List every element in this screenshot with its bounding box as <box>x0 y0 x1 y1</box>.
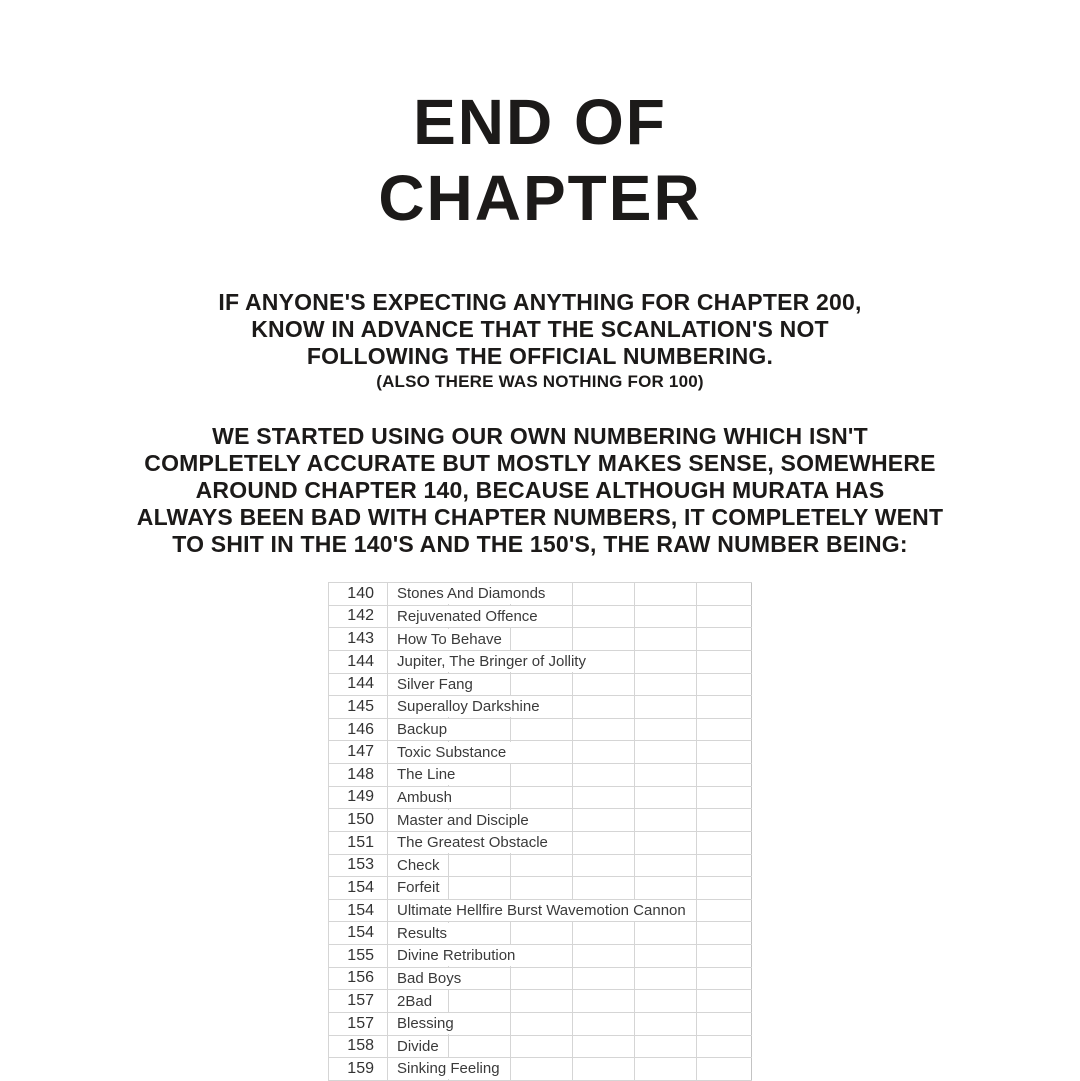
chapter-title-text: Blessing <box>388 1013 460 1034</box>
chapter-table <box>328 582 752 1081</box>
chapter-title-text: Jupiter, The Bringer of Jollity <box>388 651 592 672</box>
chapter-title-text: Silver Fang <box>388 674 479 695</box>
chapter-title-text: Forfeit <box>388 877 446 898</box>
chapter-title-cell <box>387 1058 752 1079</box>
table-row <box>328 1036 752 1059</box>
table-row <box>328 719 752 742</box>
table-row <box>328 651 752 674</box>
chapter-title-text: Results <box>388 923 453 944</box>
page-title-line-2: CHAPTER <box>378 162 702 234</box>
table-row <box>328 606 752 629</box>
intro-note: (ALSO THERE WAS NOTHING FOR 100) <box>376 372 704 391</box>
chapter-title-cell <box>387 810 752 831</box>
text-line: KNOW IN ADVANCE THAT THE SCANLATION'S NOT <box>251 316 829 342</box>
table-row <box>328 741 752 764</box>
chapter-number-cell: 154 <box>347 878 374 896</box>
chapter-title-cell <box>387 877 752 898</box>
chapter-number-cell: 144 <box>347 675 374 693</box>
chapter-number-cell: 149 <box>347 788 374 806</box>
table-row <box>328 1013 752 1036</box>
chapter-title-text: Divide <box>388 1036 445 1057</box>
chapter-title-cell <box>387 991 752 1012</box>
table-row <box>328 583 752 606</box>
chapter-title-cell <box>387 900 752 921</box>
page-title <box>0 84 1080 236</box>
chapter-number-cell: 148 <box>347 765 374 783</box>
chapter-title-cell <box>387 606 752 627</box>
chapter-title-cell <box>387 583 752 604</box>
table-row <box>328 922 752 945</box>
page-title-line-1: END OF <box>413 86 667 158</box>
chapter-title-text: Master and Disciple <box>388 810 535 831</box>
chapter-title-text: Sinking Feeling <box>388 1058 506 1079</box>
chapter-number-cell: 154 <box>347 924 374 942</box>
chapter-title-cell <box>387 1013 752 1034</box>
table-row <box>328 764 752 787</box>
chapter-number-cell: 146 <box>347 720 374 738</box>
chapter-title-cell <box>387 696 752 717</box>
chapter-title-text: Ambush <box>388 787 458 808</box>
chapter-title-cell <box>387 855 752 876</box>
chapter-number-cell: 153 <box>347 856 374 874</box>
chapter-title-cell <box>387 719 752 740</box>
chapter-number-cell: 144 <box>347 652 374 670</box>
chapter-title-cell <box>387 923 752 944</box>
chapter-title-cell <box>387 968 752 989</box>
table-row <box>328 945 752 968</box>
chapter-number-cell: 147 <box>347 743 374 761</box>
chapter-title-cell <box>387 674 752 695</box>
table-row <box>328 674 752 697</box>
chapter-title-cell <box>387 787 752 808</box>
chapter-title-text: The Line <box>388 764 461 785</box>
chapter-number-cell: 158 <box>347 1037 374 1055</box>
chapter-number-cell: 145 <box>347 697 374 715</box>
table-row <box>328 696 752 719</box>
chapter-number-cell: 151 <box>347 833 374 851</box>
chapter-title-text: How To Behave <box>388 629 508 650</box>
chapter-number-cell: 157 <box>347 1014 374 1032</box>
chapter-number-cell: 154 <box>347 901 374 919</box>
table-row <box>328 787 752 810</box>
chapter-title-cell <box>387 832 752 853</box>
table-row <box>328 990 752 1013</box>
table-row <box>328 900 752 923</box>
chapter-number-cell: 156 <box>347 969 374 987</box>
text-line: TO SHIT IN THE 140'S AND THE 150'S, THE RAW NUMBER BEING: <box>172 531 908 557</box>
intro-paragraph <box>0 289 1080 392</box>
chapter-title-text: Rejuvenated Offence <box>388 606 544 627</box>
table-row <box>328 1058 752 1081</box>
chapter-number-cell: 159 <box>347 1059 374 1077</box>
table-row <box>328 855 752 878</box>
table-row <box>328 628 752 651</box>
text-line: IF ANYONE'S EXPECTING ANYTHING FOR CHAPTER 200, <box>218 289 862 315</box>
text-line: ALWAYS BEEN BAD WITH CHAPTER NUMBERS, IT COMPLETELY WENT <box>136 504 944 530</box>
chapter-title-text: Backup <box>388 719 453 740</box>
chapter-title-text: Check <box>388 855 446 876</box>
chapter-title-cell <box>387 945 752 966</box>
chapter-title-cell <box>387 651 752 672</box>
chapter-title-text: Toxic Substance <box>388 742 512 763</box>
chapter-title-cell <box>387 629 752 650</box>
table-row <box>328 809 752 832</box>
chapter-number-cell: 155 <box>347 946 374 964</box>
text-line: WE STARTED USING OUR OWN NUMBERING WHICH ISN'T <box>212 423 868 449</box>
chapter-number-cell: 142 <box>347 607 374 625</box>
chapter-title-cell <box>387 1036 752 1057</box>
chapter-title-text: Stones And Diamonds <box>388 583 551 604</box>
chapter-title-text: 2Bad <box>388 991 438 1012</box>
chapter-title-cell <box>387 742 752 763</box>
table-row <box>328 968 752 991</box>
text-line: FOLLOWING THE OFFICIAL NUMBERING. <box>306 343 774 369</box>
chapter-number-cell: 157 <box>347 992 374 1010</box>
chapter-number-cell: 140 <box>347 584 374 602</box>
table-row <box>328 832 752 855</box>
chapter-title-text: Divine Retribution <box>388 945 521 966</box>
chapter-title-text: Bad Boys <box>388 968 467 989</box>
text-line: COMPLETELY ACCURATE BUT MOSTLY MAKES SENSE, SOMEWHERE <box>144 450 936 476</box>
chapter-number-cell: 150 <box>347 811 374 829</box>
chapter-title-text: Superalloy Darkshine <box>388 696 546 717</box>
explanation-paragraph <box>0 423 1080 558</box>
chapter-title-cell <box>387 764 752 785</box>
table-row <box>328 877 752 900</box>
chapter-title-text: Ultimate Hellfire Burst Wavemotion Cannon <box>388 900 692 921</box>
chapter-number-cell: 143 <box>347 630 374 648</box>
chapter-title-text: The Greatest Obstacle <box>388 832 554 853</box>
text-line: AROUND CHAPTER 140, BECAUSE ALTHOUGH MURATA HAS <box>195 477 885 503</box>
